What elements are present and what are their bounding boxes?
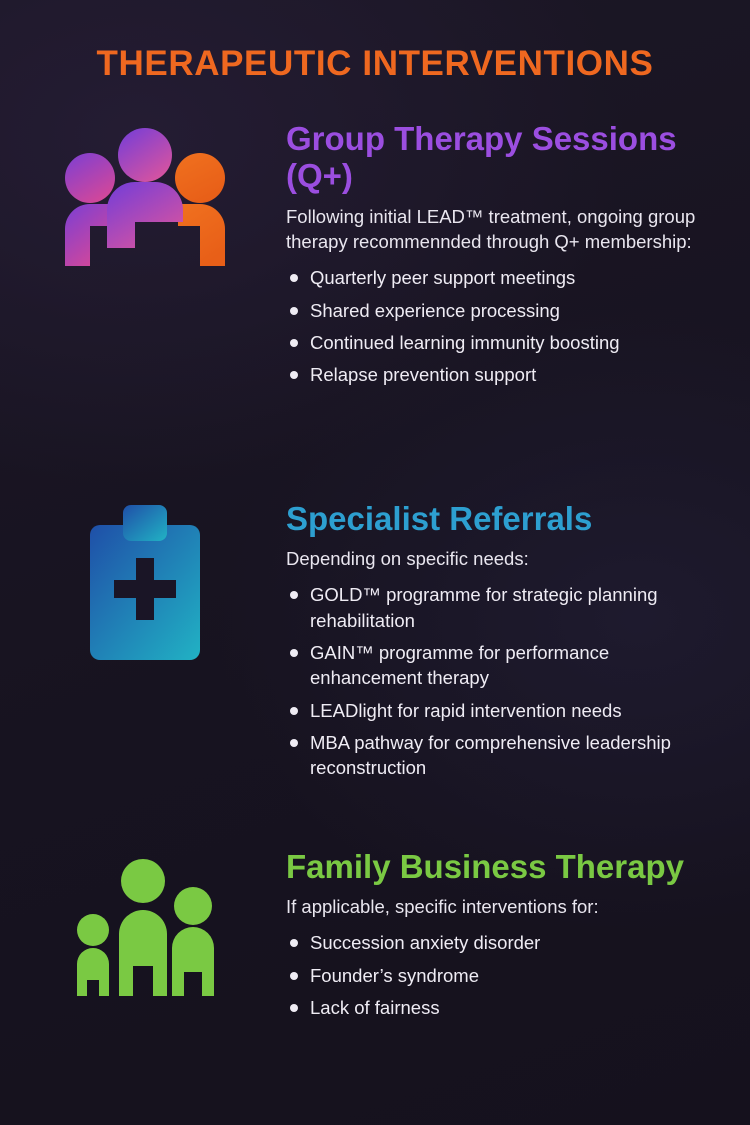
group-therapy-bullets bbox=[286, 265, 726, 387]
group-of-people-icon bbox=[40, 120, 250, 300]
list-item: Lack of fairness bbox=[286, 995, 726, 1020]
section-heading: Specialist Referrals bbox=[286, 500, 593, 537]
group-therapy-text bbox=[286, 120, 726, 395]
list-item: MBA pathway for comprehensive leadership reconstruction bbox=[286, 730, 726, 781]
specialist-referrals-bullets bbox=[286, 582, 726, 780]
list-item: Shared experience processing bbox=[286, 298, 726, 323]
section-heading: Family Business Therapy bbox=[286, 848, 684, 885]
medical-clipboard-icon bbox=[40, 500, 250, 670]
list-item: Relapse prevention support bbox=[286, 362, 726, 387]
section-lede: Following initial LEAD™ treatment, ongoing group therapy recommennded through Q+ membership: bbox=[286, 205, 696, 253]
family-business-bullets bbox=[286, 930, 726, 1020]
page-title: THERAPEUTIC INTERVENTIONS bbox=[96, 44, 654, 83]
section-lede: If applicable, specific interventions for: bbox=[286, 896, 599, 918]
list-item: Continued learning immunity boosting bbox=[286, 330, 726, 355]
specialist-referrals-text bbox=[286, 500, 726, 788]
family-business-therapy-text bbox=[286, 848, 726, 1027]
list-item: LEADlight for rapid intervention needs bbox=[286, 698, 726, 723]
list-item: GAIN™ programme for performance enhancement therapy bbox=[286, 640, 726, 691]
section-lede: Depending on specific needs: bbox=[286, 548, 529, 570]
section-heading: Group Therapy Sessions (Q+) bbox=[286, 120, 677, 195]
list-item: Founder’s syndrome bbox=[286, 963, 726, 988]
list-item: Succession anxiety disorder bbox=[286, 930, 726, 955]
list-item: Quarterly peer support meetings bbox=[286, 265, 726, 290]
family-group-icon bbox=[40, 848, 250, 1008]
list-item: GOLD™ programme for strategic planning rehabilitation bbox=[286, 582, 726, 633]
